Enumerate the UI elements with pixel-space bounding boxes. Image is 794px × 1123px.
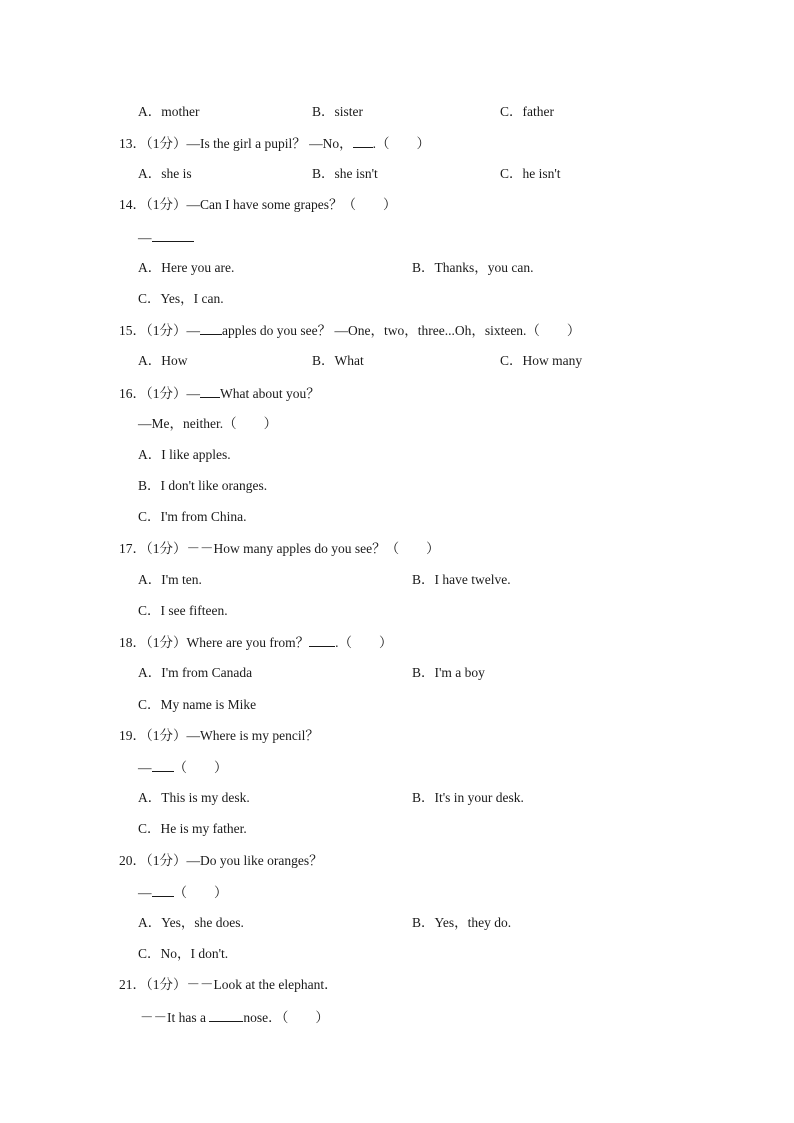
q16-stem-text: 16．（1分）— xyxy=(119,386,200,401)
q12-option-b[interactable]: B．sister xyxy=(312,104,364,119)
q21-blank[interactable] xyxy=(209,1009,243,1022)
q21-answer-line xyxy=(140,1009,329,1026)
q19-answer-line xyxy=(138,759,228,776)
q15-option-b[interactable]: B．What xyxy=(312,353,364,368)
q18-stem xyxy=(119,634,392,651)
q18-blank[interactable] xyxy=(309,634,335,647)
q21-answer-text: －－It has a xyxy=(140,1010,206,1025)
q16-blank[interactable] xyxy=(200,385,220,398)
q20-option-b[interactable]: B．Yes，they do. xyxy=(412,915,512,930)
q17-option-b[interactable]: B．I have twelve. xyxy=(412,572,511,587)
q20-answer-line xyxy=(138,884,228,901)
q19-paren: （ ） xyxy=(173,760,228,775)
q16-option-b[interactable]: B．I don't like oranges. xyxy=(138,478,268,493)
q19-dash: — xyxy=(138,760,152,775)
q13-option-c[interactable]: C．he isn't xyxy=(500,166,561,181)
q14-answer-line xyxy=(138,229,194,246)
q18-option-a[interactable]: A．I'm from Canada xyxy=(138,665,253,680)
q21-stem: 21．（1分）－－Look at the elephant． xyxy=(119,977,338,992)
q20-paren: （ ） xyxy=(173,885,228,900)
q15-option-a[interactable]: A．How xyxy=(138,353,188,368)
q13-option-b[interactable]: B．she isn't xyxy=(312,166,378,181)
q14-blank[interactable] xyxy=(152,229,194,242)
q19-option-a[interactable]: A．This is my desk. xyxy=(138,790,250,805)
q16-option-c[interactable]: C．I'm from China. xyxy=(138,509,247,524)
q18-stem-end: .（ ） xyxy=(335,635,393,650)
q16-option-a[interactable]: A．I like apples. xyxy=(138,447,231,462)
q13-blank[interactable] xyxy=(353,135,373,148)
q14-option-c[interactable]: C．Yes，I can. xyxy=(138,291,224,306)
q14-stem: 14．（1分）—Can I have some grapes？（ ） xyxy=(119,197,397,212)
q16-stem-end: What about you？ xyxy=(220,386,320,401)
q20-blank[interactable] xyxy=(152,884,174,897)
q13-stem xyxy=(119,135,430,152)
q15-blank[interactable] xyxy=(200,322,222,335)
q19-option-b[interactable]: B．It's in your desk. xyxy=(412,790,524,805)
q18-stem-text: 18．（1分）Where are you from？ xyxy=(119,635,310,650)
q16-stem xyxy=(119,385,320,402)
q17-option-a[interactable]: A．I'm ten. xyxy=(138,572,202,587)
q15-option-c[interactable]: C．How many xyxy=(500,353,583,368)
q15-stem-end: apples do you see？ —One，two，three...Oh，sixteen.（ ） xyxy=(222,323,581,338)
q16-answer-line: —Me，neither.（ ） xyxy=(138,416,278,431)
q20-stem: 20．（1分）—Do you like oranges？ xyxy=(119,853,323,868)
q18-option-b[interactable]: B．I'm a boy xyxy=(412,665,485,680)
q13-stem-text: 13．（1分）—Is the girl a pupil？ —No， xyxy=(119,136,353,151)
q19-option-c[interactable]: C．He is my father. xyxy=(138,821,247,836)
q12-option-c[interactable]: C．father xyxy=(500,104,554,119)
q19-blank[interactable] xyxy=(152,759,174,772)
q20-option-a[interactable]: A．Yes，she does. xyxy=(138,915,244,930)
q18-option-c[interactable]: C．My name is Mike xyxy=(138,697,257,712)
q13-option-a[interactable]: A．she is xyxy=(138,166,192,181)
q14-option-b[interactable]: B．Thanks，you can. xyxy=(412,260,534,275)
q19-stem: 19．（1分）—Where is my pencil？ xyxy=(119,728,319,743)
q17-stem: 17．（1分）－－How many apples do you see？（ ） xyxy=(119,541,440,556)
q15-stem xyxy=(119,322,580,339)
q20-option-c[interactable]: C．No，I don't. xyxy=(138,946,229,961)
q14-dash: — xyxy=(138,230,152,245)
q14-option-a[interactable]: A．Here you are. xyxy=(138,260,235,275)
q21-answer-end: nose．（ ） xyxy=(243,1010,329,1025)
q13-stem-end: .（ ） xyxy=(372,136,430,151)
q15-stem-text: 15．（1分）— xyxy=(119,323,200,338)
q17-option-c[interactable]: C．I see fifteen. xyxy=(138,603,228,618)
q20-dash: — xyxy=(138,885,152,900)
q12-option-a[interactable]: A．mother xyxy=(138,104,200,119)
